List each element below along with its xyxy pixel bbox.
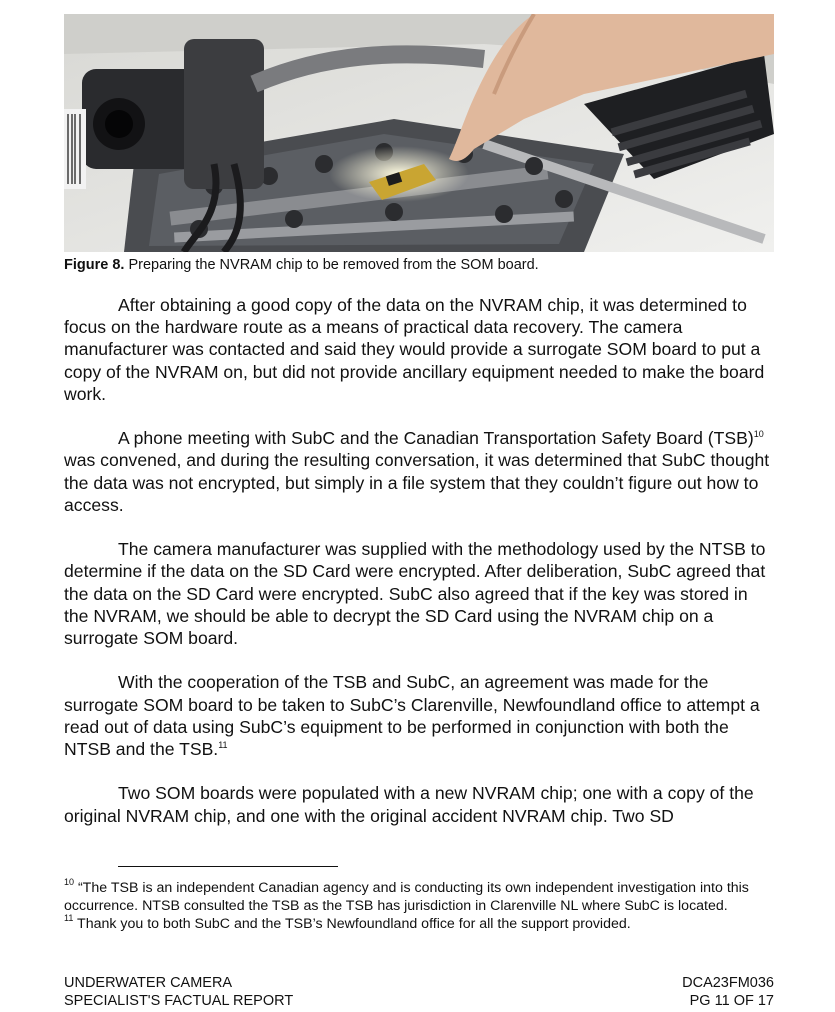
paragraph-2-text-a: A phone meeting with SubC and the Canadian Transportation Safety Board (TSB) <box>118 428 754 449</box>
footer-left-line-1: UNDERWATER CAMERA <box>64 975 233 991</box>
footer-page-number: PG 11 OF 17 <box>689 993 774 1009</box>
paragraph-2-text-b: was convened, and during the resulting conversation, it was determined that SubC thought the data was not encrypted, but simply in a file system that they couldn’t figure out how to access. <box>64 450 770 515</box>
footnote-11 <box>64 915 776 933</box>
footer-report-title <box>64 974 293 1010</box>
paragraph-4-text-a: With the cooperation of the TSB and SubC, an agreement was made for the surrogate SOM board to be taken to SubC’s Clarenville, Newfoundland office to attempt a read out of data using SubC’s equipment to be performed in conjunction with both the NTSB and the TSB. <box>64 672 760 760</box>
paragraph-3: The camera manufacturer was supplied with the methodology used by the NTSB to determine if the data on the SD Card were encrypted. After deliberation, SubC agreed that the data on the SD Card were encrypted. SubC also agreed that if the key was stored in the NVRAM, we should be able to decrypt the SD Card using the NVRAM chip on a surrogate SOM board. <box>64 539 766 649</box>
footnote-number-11: 11 <box>64 913 74 923</box>
footnote-10-text: “The TSB is an independent Canadian agency and is conducting its own independent investigation into this occurrence. NTSB consulted the TSB as the TSB has jurisdiction in Clarenville NL where SubC is located. <box>64 880 749 914</box>
paragraph-2 <box>64 427 776 516</box>
figure-caption <box>64 256 784 274</box>
figure-caption-text: Preparing the NVRAM chip to be removed from the SOM board. <box>128 257 539 273</box>
footnote-ref-10: 10 <box>753 429 764 440</box>
paragraph-5: Two SOM boards were populated with a new NVRAM chip; one with a copy of the original NVRAM chip, and one with the original accident NVRAM chip. Two SD <box>64 783 754 826</box>
paragraph-1: After obtaining a good copy of the data on the NVRAM chip, it was determined to focus on the hardware route as a means of practical data recovery. The camera manufacturer was contacted and said they would provide a surrogate SOM board to put a copy of the NVRAM on, but did not provide ancillary equipment needed to make the board work. <box>64 295 765 404</box>
figure-label: Figure 8. <box>64 257 125 273</box>
footer-left-line-2: SPECIALIST'S FACTUAL REPORT <box>64 993 294 1009</box>
footnote-divider <box>118 866 338 867</box>
paragraph-4 <box>64 671 776 760</box>
footnote-11-text: Thank you to both SubC and the TSB’s Newfoundland office for all the support provided. <box>73 916 631 932</box>
footer-page-info <box>682 974 774 1010</box>
report-body <box>64 294 776 849</box>
footer-docket-number: DCA23FM036 <box>682 975 774 991</box>
footnote-ref-11: 11 <box>218 740 228 751</box>
figure-8-photo <box>64 14 774 252</box>
footnotes <box>64 879 776 933</box>
footnote-number-10: 10 <box>64 877 75 887</box>
footnote-10 <box>64 879 776 915</box>
